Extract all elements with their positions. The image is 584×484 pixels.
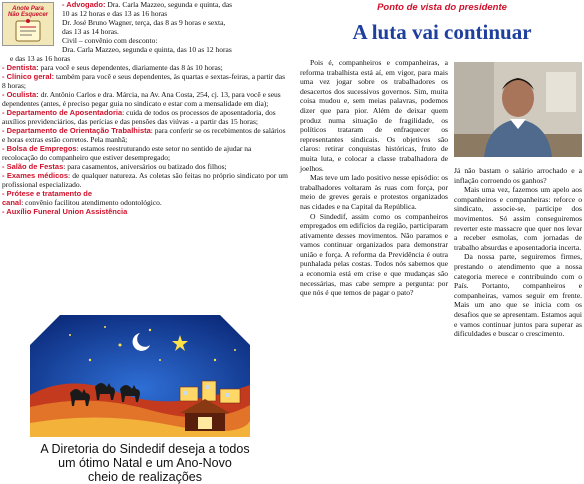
greeting-line: um ótimo Natal e um Ano-Novo <box>58 456 232 470</box>
article <box>300 0 584 480</box>
service-dentista <box>2 63 288 72</box>
service-label: - Bolsa de Empregos <box>2 144 77 153</box>
service-label: - Prótese e tratamento de <box>2 189 93 198</box>
service-text: e das 13 as 16 horas <box>10 54 71 63</box>
service-text: Dra. Carla Mazzeo, segunda e quinta, das 10 as 12 horas <box>62 45 232 54</box>
service-text: : para conferir se os recebimentos de salários e horas extras estão corretos. Pela manhã; <box>2 126 286 144</box>
service-text: 10 as 12 horas e das 13 as 16 horas <box>62 9 168 18</box>
service-text: para você e seus dependentes, diariamente das 8 às 10 horas; <box>38 63 223 72</box>
portrait-photo <box>454 62 582 157</box>
service-label: - Salão de Festas <box>2 162 64 171</box>
service-label: - Departamento de Orientação Trabalhista <box>2 126 151 135</box>
article-paragraph: Mais uma vez, fazemos um apelo aos companheiros e companheiras: reforce o sindicato, associe-se, participe dos movimentos. Só assim conseguiremos reverter este massacre que quer nos levar a receber esmolas, com jornadas de trabalho absurdas e aposentadoria incerta. <box>454 185 582 252</box>
service-label: - Clínico geral: <box>2 72 55 81</box>
service-text: : convênio facilitou atendimento odontológico. <box>21 198 162 207</box>
nativity-scene-illustration <box>30 315 250 437</box>
service-text: dr. Antônio Carlos e dra. Márcia, na Av. Ana Costa, 254, cj. 13, para você e seus dependentes (antes, é preciso pegar guia no sindicato e estar com a mensalidade em dia); <box>2 90 281 108</box>
article-paragraph: Da nossa parte, seguiremos firmes, prestando o atendimento que a nossa categoria merece e contribuindo com o País. Portanto, companheiros e companheiras, vamos seguir em frente. Mais um ano que se inicia com os desafios que se apresentam. Estamos aqui e vamos continuar juntos para superar as dificuldades e buscar o crescimento. <box>454 252 582 339</box>
service-text: das 13 as 14 horas. <box>62 27 119 36</box>
christmas-greeting <box>0 442 290 484</box>
greeting-line: cheio de realizações <box>88 470 202 484</box>
note-badge <box>2 2 54 46</box>
service-label: - Oculista: <box>2 90 39 99</box>
service-aposentadoria <box>2 108 288 126</box>
article-kicker: Ponto de vista do presidente <box>377 2 507 13</box>
service-label: canal <box>2 198 22 207</box>
service-label: - Auxílio Funeral Union Assistência <box>2 207 128 216</box>
service-orientacao <box>2 126 288 144</box>
service-text: : para casamentos, aniversários ou batizado dos filhos; <box>63 162 227 171</box>
service-protese <box>2 189 288 207</box>
reminder-note-icon <box>13 19 43 43</box>
article-paragraph: Mas teve um lado positivo nesse episódio: os trabalhadores voltaram às ruas com força, por meio de greves gerais e protestos organizados nas cidades e na Capital da República. <box>300 173 448 211</box>
article-paragraph: Já não bastam o salário arrochado e a inflação corroendo os ganhos? <box>454 166 582 185</box>
service-oculista <box>2 90 288 108</box>
article-column-1 <box>300 58 448 298</box>
article-column-2 <box>454 166 582 339</box>
article-headline: A luta vai continuar <box>352 20 532 44</box>
left-column <box>0 0 290 484</box>
service-text: : estamos reestruturando este setor no sentido de ajudar na recolocação do companheiro que estiver desempregado; <box>2 144 252 162</box>
president-photo <box>454 62 582 157</box>
service-text: também para você e seus dependentes, às quartas e sextas-feiras, a partir das 8 horas; <box>2 72 286 90</box>
service-label: - Exames médicos <box>2 171 69 180</box>
service-text: Dra. Carla Mazzeo, segunda e quinta, das <box>105 0 233 9</box>
service-clinico <box>2 72 288 90</box>
service-label: - Dentista: <box>2 63 39 72</box>
christmas-card-image <box>30 315 250 437</box>
service-label: - Departamento de Aposentadoria <box>2 108 123 117</box>
article-paragraph: Pois é, companheiros e companheiras, a reforma trabalhista está aí, em vigor, para mais uma vez jogar sobre os trabalhadores os desacertos dos sucessivos governos. Sim, muita coisa mudou e, sem meias palavras, podemos dizer que para pior. Além de deixar quem produz numa situação de fragilidade, os políticos trataram de enfraquecer os representantes sindicais. Os objetivos são claros: retirar conquistas históricas, fruto de muita luta, e colocar a classe trabalhadora de joelhos. <box>300 58 448 173</box>
service-empregos <box>2 144 288 162</box>
article-paragraph: O Sindedif, assim como os companheiros empregados em edifícios da região, participaram ativamente desses movimentos. Não paramos e vamos continuar organizados para demonstrar união e força. A reforma da Previdência é outra punhalada pelas costas. Todos nós sabemos que a economia está em crise e que mudanças são necessárias, mas cabe sempre a pergunta: por que nós é que temos de pagar o pato? <box>300 211 449 298</box>
service-text: Civil – convênio com desconto: <box>62 36 158 45</box>
greeting-line: A Diretoria do Sindedif deseja a todos <box>40 442 250 456</box>
service-text: : cuida de todos os processos de aposentadoria, dos auxílios previdenciários, das perícias e das pensões das viúvas - a partir das 15 horas; <box>2 108 276 126</box>
service-text: Dr. José Bruno Wagner, terça, das 8 as 9 horas e sexta, <box>62 18 226 27</box>
service-festas <box>2 162 288 171</box>
service-funeral <box>2 207 288 216</box>
service-label: - Advogado: <box>62 0 106 9</box>
note-badge-label: Anote Para Não Esquecer <box>7 6 49 18</box>
service-exames <box>2 171 288 189</box>
service-text: : de qualquer natureza. As coletas são feitas no próprio sindicato por um profissional especializado. <box>2 171 288 189</box>
